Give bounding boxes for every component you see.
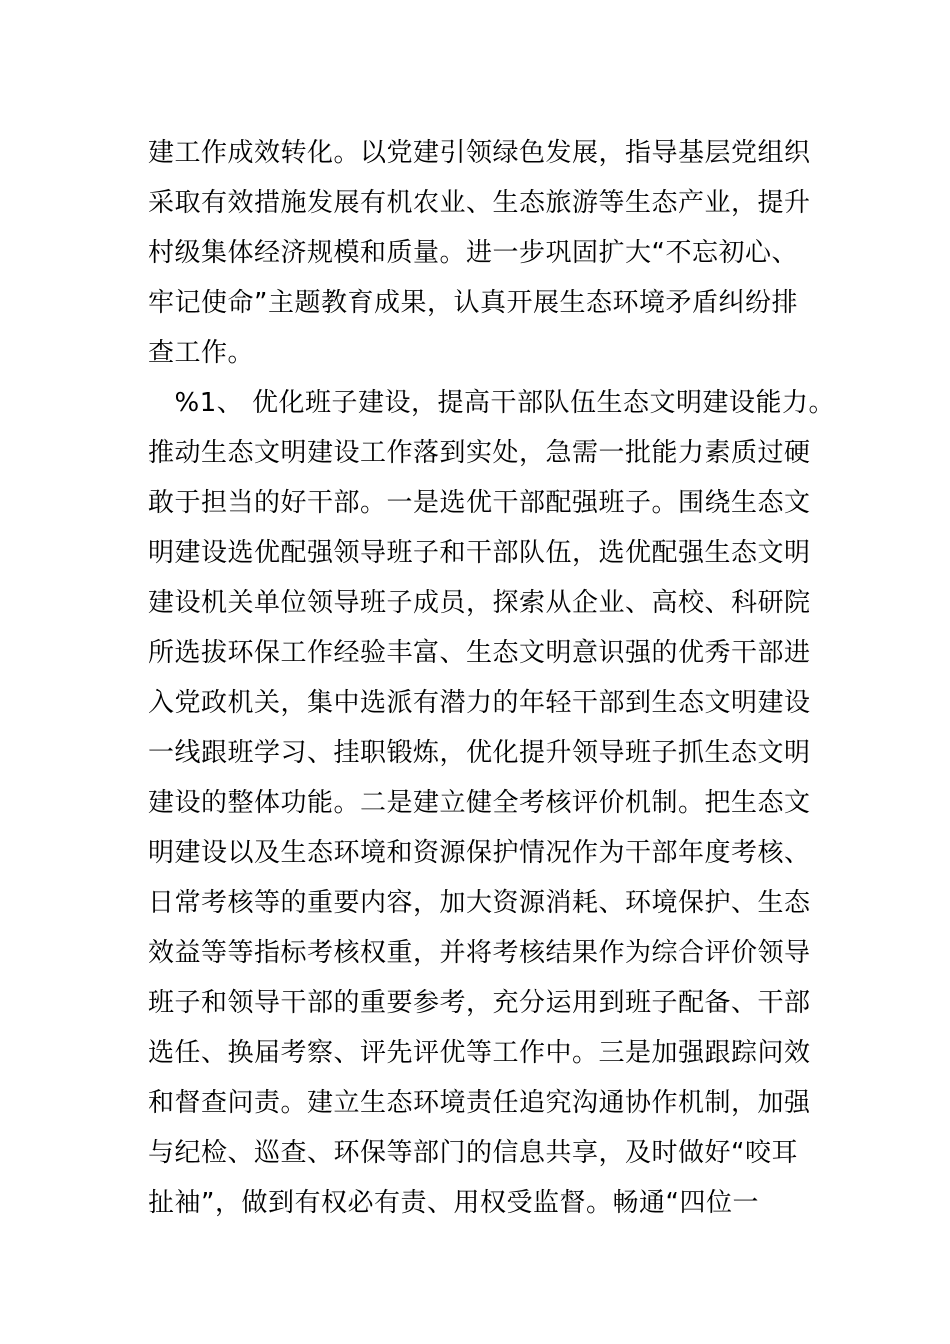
text-line: 和督查问责。建立生态环境责任追究沟通协作机制，加强 xyxy=(148,1088,811,1118)
text-line: 班子和领导干部的重要参考，充分运用到班子配备、干部 xyxy=(148,988,811,1018)
text-line: 村级集体经济规模和质量。进一步巩固扩大“不忘初心、 xyxy=(148,238,798,268)
text-line: 一线跟班学习、挂职锻炼，优化提升领导班子抓生态文明 xyxy=(148,738,811,768)
text-line: 入党政机关，集中选派有潜力的年轻干部到生态文明建设 xyxy=(148,688,811,718)
text-line: 与纪检、巡查、环保等部门的信息共享，及时做好“咬耳 xyxy=(148,1138,798,1168)
text-line: 推动生态文明建设工作落到实处，急需一批能力素质过硬 xyxy=(148,438,811,468)
text-line: 明建设选优配强领导班子和干部队伍，选优配强生态文明 xyxy=(148,538,811,568)
text-line: 扯袖”，做到有权必有责、用权受监督。畅通“四位一 xyxy=(148,1188,759,1218)
text-line: 选任、换届考察、评先评优等工作中。三是加强跟踪问效 xyxy=(148,1038,811,1068)
text-line: 查工作。 xyxy=(148,338,255,368)
text-line: 效益等等指标考核权重，并将考核结果作为综合评价领导 xyxy=(148,938,811,968)
text-line: 所选拔环保工作经验丰富、生态文明意识强的优秀干部进 xyxy=(148,638,811,668)
text-line: 敢于担当的好干部。一是选优干部配强班子。围绕生态文 xyxy=(148,488,811,518)
text-line: 建设的整体功能。二是建立健全考核评价机制。把生态文 xyxy=(148,788,811,818)
text-line: 采取有效措施发展有机农业、生态旅游等生态产业，提升 xyxy=(148,188,811,218)
text-line: 建工作成效转化。以党建引领绿色发展，指导基层党组织 xyxy=(148,138,811,168)
section-heading: %1、 优化班子建设，提高干部队伍生态文明建设能力。 xyxy=(148,388,836,418)
text-line: 建设机关单位领导班子成员，探索从企业、高校、科研院 xyxy=(148,588,811,618)
body-text xyxy=(148,128,836,1228)
text-line: 牢记使命”主题教育成果，认真开展生态环境矛盾纠纷排 xyxy=(148,288,798,318)
text-line: 明建设以及生态环境和资源保护情况作为干部年度考核、 xyxy=(148,838,811,868)
text-line: 日常考核等的重要内容，加大资源消耗、环境保护、生态 xyxy=(148,888,811,918)
